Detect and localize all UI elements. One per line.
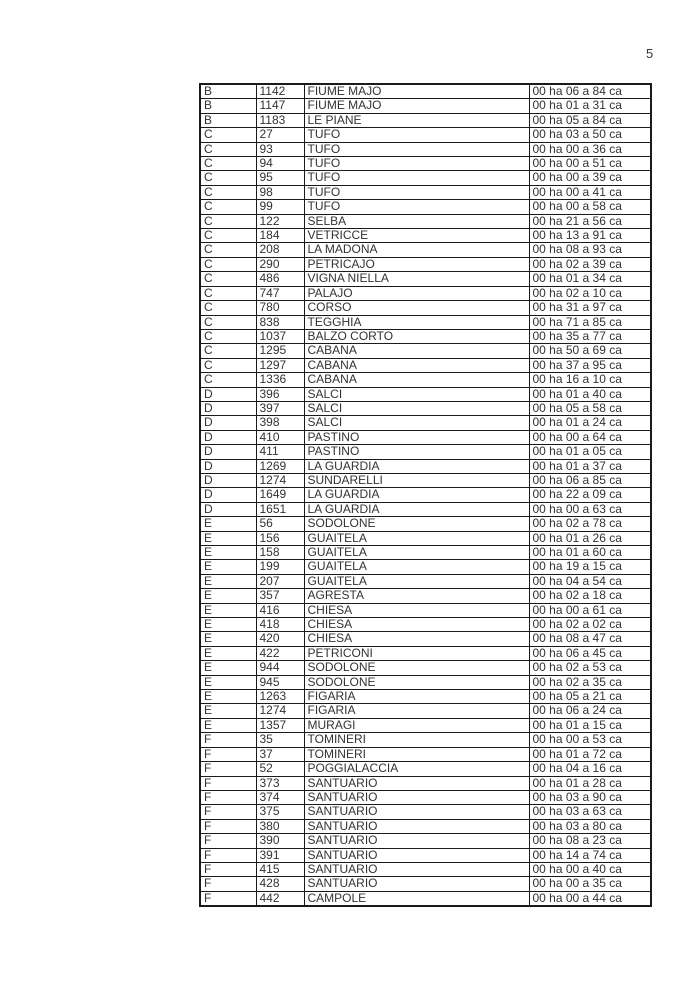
sheet-cell: D	[200, 387, 256, 401]
table-row	[200, 473, 651, 487]
table-row	[200, 704, 651, 718]
area-cell: 00 ha 01 a 26 ca	[529, 531, 651, 545]
sheet-cell: F	[200, 790, 256, 804]
parcel-number-cell: 1297	[256, 358, 304, 372]
sheet-cell: F	[200, 747, 256, 761]
table-row	[200, 430, 651, 444]
locality-cell: LA GUARDIA	[304, 502, 529, 516]
area-cell: 00 ha 02 a 39 ca	[529, 257, 651, 271]
locality-cell: TUFO	[304, 200, 529, 214]
sheet-cell: F	[200, 805, 256, 819]
parcel-number-cell: 98	[256, 185, 304, 199]
table-row	[200, 733, 651, 747]
sheet-cell: B	[200, 113, 256, 127]
locality-cell: TUFO	[304, 157, 529, 171]
table-row	[200, 560, 651, 574]
locality-cell: FIGARIA	[304, 690, 529, 704]
sheet-cell: C	[200, 157, 256, 171]
locality-cell: PETRICONI	[304, 646, 529, 660]
table-row	[200, 229, 651, 243]
parcel-number-cell: 397	[256, 401, 304, 415]
sheet-cell: C	[200, 200, 256, 214]
locality-cell: PASTINO	[304, 445, 529, 459]
table-row	[200, 891, 651, 906]
area-cell: 00 ha 00 a 63 ca	[529, 502, 651, 516]
area-cell: 00 ha 06 a 24 ca	[529, 704, 651, 718]
area-cell: 00 ha 05 a 21 ca	[529, 690, 651, 704]
area-cell: 00 ha 01 a 72 ca	[529, 747, 651, 761]
sheet-cell: E	[200, 661, 256, 675]
sheet-cell: F	[200, 848, 256, 862]
parcel-number-cell: 410	[256, 430, 304, 444]
parcel-number-cell: 158	[256, 546, 304, 560]
parcel-number-cell: 1295	[256, 344, 304, 358]
parcel-number-cell: 199	[256, 560, 304, 574]
table-row	[200, 834, 651, 848]
locality-cell: SANTUARIO	[304, 862, 529, 876]
table-row	[200, 603, 651, 617]
sheet-cell: D	[200, 416, 256, 430]
locality-cell: TEGGHIA	[304, 315, 529, 329]
locality-cell: FIUME MAJO	[304, 99, 529, 113]
area-cell: 00 ha 02 a 35 ca	[529, 675, 651, 689]
parcel-number-cell: 1147	[256, 99, 304, 113]
area-cell: 00 ha 01 a 40 ca	[529, 387, 651, 401]
area-cell: 00 ha 01 a 34 ca	[529, 272, 651, 286]
locality-cell: GUAITELA	[304, 531, 529, 545]
table-row	[200, 661, 651, 675]
locality-cell: CORSO	[304, 301, 529, 315]
locality-cell: SANTUARIO	[304, 805, 529, 819]
sheet-cell: C	[200, 142, 256, 156]
table-row	[200, 488, 651, 502]
locality-cell: TUFO	[304, 185, 529, 199]
locality-cell: TUFO	[304, 171, 529, 185]
table-row	[200, 574, 651, 588]
area-cell: 00 ha 03 a 90 ca	[529, 790, 651, 804]
area-cell: 00 ha 00 a 35 ca	[529, 877, 651, 891]
parcel-number-cell: 398	[256, 416, 304, 430]
sheet-cell: C	[200, 344, 256, 358]
sheet-cell: C	[200, 315, 256, 329]
locality-cell: LA MADONA	[304, 243, 529, 257]
locality-cell: SALCI	[304, 387, 529, 401]
parcel-number-cell: 207	[256, 574, 304, 588]
area-cell: 00 ha 01 a 31 ca	[529, 99, 651, 113]
sheet-cell: F	[200, 733, 256, 747]
parcel-number-cell: 374	[256, 790, 304, 804]
area-cell: 00 ha 13 a 91 ca	[529, 229, 651, 243]
parcel-number-cell: 99	[256, 200, 304, 214]
sheet-cell: E	[200, 560, 256, 574]
area-cell: 00 ha 05 a 84 ca	[529, 113, 651, 127]
parcel-number-cell: 838	[256, 315, 304, 329]
area-cell: 00 ha 14 a 74 ca	[529, 848, 651, 862]
parcel-number-cell: 428	[256, 877, 304, 891]
table-row	[200, 200, 651, 214]
table-row	[200, 531, 651, 545]
table-row	[200, 632, 651, 646]
parcel-number-cell: 486	[256, 272, 304, 286]
table-row	[200, 762, 651, 776]
area-cell: 00 ha 02 a 10 ca	[529, 286, 651, 300]
parcel-number-cell: 1651	[256, 502, 304, 516]
parcel-number-cell: 1649	[256, 488, 304, 502]
area-cell: 00 ha 02 a 53 ca	[529, 661, 651, 675]
table-row	[200, 589, 651, 603]
area-cell: 00 ha 01 a 05 ca	[529, 445, 651, 459]
sheet-cell: B	[200, 84, 256, 99]
locality-cell: CHIESA	[304, 603, 529, 617]
locality-cell: POGGIALACCIA	[304, 762, 529, 776]
table-row	[200, 243, 651, 257]
area-cell: 00 ha 06 a 84 ca	[529, 84, 651, 99]
parcel-number-cell: 1142	[256, 84, 304, 99]
area-cell: 00 ha 08 a 23 ca	[529, 834, 651, 848]
table-row	[200, 344, 651, 358]
parcel-number-cell: 56	[256, 517, 304, 531]
locality-cell: TOMINERI	[304, 733, 529, 747]
parcel-number-cell: 780	[256, 301, 304, 315]
locality-cell: TUFO	[304, 142, 529, 156]
locality-cell: SALCI	[304, 401, 529, 415]
parcel-number-cell: 390	[256, 834, 304, 848]
area-cell: 00 ha 00 a 64 ca	[529, 430, 651, 444]
table-row	[200, 142, 651, 156]
sheet-cell: C	[200, 229, 256, 243]
locality-cell: SALCI	[304, 416, 529, 430]
locality-cell: SODOLONE	[304, 661, 529, 675]
parcel-number-cell: 747	[256, 286, 304, 300]
table-row	[200, 286, 651, 300]
sheet-cell: C	[200, 329, 256, 343]
parcel-number-cell: 380	[256, 819, 304, 833]
area-cell: 00 ha 21 a 56 ca	[529, 214, 651, 228]
area-cell: 00 ha 08 a 47 ca	[529, 632, 651, 646]
parcel-table-body	[200, 84, 651, 906]
locality-cell: GUAITELA	[304, 546, 529, 560]
sheet-cell: F	[200, 834, 256, 848]
sheet-cell: E	[200, 718, 256, 732]
parcel-number-cell: 52	[256, 762, 304, 776]
table-row	[200, 84, 651, 99]
table-row	[200, 848, 651, 862]
area-cell: 00 ha 00 a 51 ca	[529, 157, 651, 171]
area-cell: 00 ha 03 a 80 ca	[529, 819, 651, 833]
sheet-cell: C	[200, 272, 256, 286]
sheet-cell: F	[200, 891, 256, 906]
area-cell: 00 ha 00 a 39 ca	[529, 171, 651, 185]
parcel-number-cell: 411	[256, 445, 304, 459]
table-row	[200, 257, 651, 271]
parcel-number-cell: 1263	[256, 690, 304, 704]
locality-cell: GUAITELA	[304, 574, 529, 588]
table-row	[200, 646, 651, 660]
sheet-cell: F	[200, 862, 256, 876]
area-cell: 00 ha 19 a 15 ca	[529, 560, 651, 574]
sheet-cell: D	[200, 401, 256, 415]
sheet-cell: F	[200, 819, 256, 833]
area-cell: 00 ha 00 a 36 ca	[529, 142, 651, 156]
parcel-number-cell: 290	[256, 257, 304, 271]
parcel-number-cell: 944	[256, 661, 304, 675]
parcel-number-cell: 945	[256, 675, 304, 689]
parcel-number-cell: 391	[256, 848, 304, 862]
area-cell: 00 ha 02 a 18 ca	[529, 589, 651, 603]
parcel-number-cell: 1336	[256, 373, 304, 387]
locality-cell: TOMINERI	[304, 747, 529, 761]
table-row	[200, 445, 651, 459]
table-row	[200, 157, 651, 171]
locality-cell: LE PIANE	[304, 113, 529, 127]
locality-cell: TUFO	[304, 128, 529, 142]
area-cell: 00 ha 35 a 77 ca	[529, 329, 651, 343]
parcel-number-cell: 422	[256, 646, 304, 660]
locality-cell: VIGNA NIELLA	[304, 272, 529, 286]
table-row	[200, 214, 651, 228]
table-row	[200, 272, 651, 286]
sheet-cell: E	[200, 574, 256, 588]
area-cell: 00 ha 01 a 37 ca	[529, 459, 651, 473]
parcel-number-cell: 1357	[256, 718, 304, 732]
locality-cell: FIUME MAJO	[304, 84, 529, 99]
parcel-number-cell: 442	[256, 891, 304, 906]
parcel-number-cell: 93	[256, 142, 304, 156]
area-cell: 00 ha 01 a 15 ca	[529, 718, 651, 732]
sheet-cell: D	[200, 502, 256, 516]
locality-cell: SODOLONE	[304, 517, 529, 531]
area-cell: 00 ha 02 a 78 ca	[529, 517, 651, 531]
sheet-cell: E	[200, 618, 256, 632]
area-cell: 00 ha 01 a 60 ca	[529, 546, 651, 560]
area-cell: 00 ha 01 a 24 ca	[529, 416, 651, 430]
parcel-number-cell: 122	[256, 214, 304, 228]
sheet-cell: F	[200, 762, 256, 776]
parcel-number-cell: 156	[256, 531, 304, 545]
table-row	[200, 546, 651, 560]
parcel-number-cell: 27	[256, 128, 304, 142]
sheet-cell: C	[200, 243, 256, 257]
locality-cell: PETRICAJO	[304, 257, 529, 271]
locality-cell: SODOLONE	[304, 675, 529, 689]
area-cell: 00 ha 08 a 93 ca	[529, 243, 651, 257]
locality-cell: CABANA	[304, 344, 529, 358]
table-row	[200, 358, 651, 372]
sheet-cell: C	[200, 286, 256, 300]
parcel-number-cell: 418	[256, 618, 304, 632]
locality-cell: AGRESTA	[304, 589, 529, 603]
area-cell: 00 ha 05 a 58 ca	[529, 401, 651, 415]
area-cell: 00 ha 00 a 41 ca	[529, 185, 651, 199]
locality-cell: GUAITELA	[304, 560, 529, 574]
locality-cell: LA GUARDIA	[304, 488, 529, 502]
parcel-number-cell: 357	[256, 589, 304, 603]
locality-cell: CABANA	[304, 358, 529, 372]
locality-cell: CHIESA	[304, 618, 529, 632]
area-cell: 00 ha 06 a 85 ca	[529, 473, 651, 487]
locality-cell: CAMPOLE	[304, 891, 529, 906]
parcel-number-cell: 396	[256, 387, 304, 401]
table-row	[200, 315, 651, 329]
area-cell: 00 ha 01 a 28 ca	[529, 776, 651, 790]
sheet-cell: E	[200, 690, 256, 704]
locality-cell: CHIESA	[304, 632, 529, 646]
table-row	[200, 128, 651, 142]
sheet-cell: E	[200, 675, 256, 689]
sheet-cell: E	[200, 646, 256, 660]
area-cell: 00 ha 06 a 45 ca	[529, 646, 651, 660]
parcel-number-cell: 373	[256, 776, 304, 790]
area-cell: 00 ha 02 a 02 ca	[529, 618, 651, 632]
table-row	[200, 776, 651, 790]
area-cell: 00 ha 31 a 97 ca	[529, 301, 651, 315]
locality-cell: SANTUARIO	[304, 819, 529, 833]
table-row	[200, 373, 651, 387]
table-row	[200, 416, 651, 430]
table-row	[200, 790, 651, 804]
sheet-cell: D	[200, 473, 256, 487]
table-row	[200, 459, 651, 473]
table-row	[200, 862, 651, 876]
parcel-number-cell: 208	[256, 243, 304, 257]
parcel-number-cell: 37	[256, 747, 304, 761]
table-row	[200, 99, 651, 113]
table-row	[200, 185, 651, 199]
table-row	[200, 301, 651, 315]
area-cell: 00 ha 00 a 44 ca	[529, 891, 651, 906]
parcel-number-cell: 375	[256, 805, 304, 819]
sheet-cell: C	[200, 257, 256, 271]
parcel-number-cell: 1269	[256, 459, 304, 473]
sheet-cell: E	[200, 632, 256, 646]
sheet-cell: E	[200, 704, 256, 718]
sheet-cell: E	[200, 603, 256, 617]
table-row	[200, 877, 651, 891]
locality-cell: FIGARIA	[304, 704, 529, 718]
table-row	[200, 690, 651, 704]
table-row	[200, 819, 651, 833]
table-row	[200, 502, 651, 516]
area-cell: 00 ha 04 a 16 ca	[529, 762, 651, 776]
table-row	[200, 401, 651, 415]
sheet-cell: D	[200, 459, 256, 473]
parcel-number-cell: 1274	[256, 704, 304, 718]
area-cell: 00 ha 00 a 53 ca	[529, 733, 651, 747]
parcel-number-cell: 1274	[256, 473, 304, 487]
area-cell: 00 ha 00 a 40 ca	[529, 862, 651, 876]
locality-cell: SANTUARIO	[304, 848, 529, 862]
area-cell: 00 ha 50 a 69 ca	[529, 344, 651, 358]
locality-cell: BALZO CORTO	[304, 329, 529, 343]
locality-cell: SANTUARIO	[304, 790, 529, 804]
locality-cell: PASTINO	[304, 430, 529, 444]
area-cell: 00 ha 16 a 10 ca	[529, 373, 651, 387]
sheet-cell: C	[200, 301, 256, 315]
area-cell: 00 ha 04 a 54 ca	[529, 574, 651, 588]
locality-cell: SELBA	[304, 214, 529, 228]
sheet-cell: B	[200, 99, 256, 113]
locality-cell: MURAGI	[304, 718, 529, 732]
locality-cell: SANTUARIO	[304, 776, 529, 790]
sheet-cell: D	[200, 445, 256, 459]
locality-cell: SANTUARIO	[304, 877, 529, 891]
sheet-cell: C	[200, 171, 256, 185]
table-row	[200, 675, 651, 689]
area-cell: 00 ha 00 a 58 ca	[529, 200, 651, 214]
parcel-number-cell: 184	[256, 229, 304, 243]
locality-cell: SANTUARIO	[304, 834, 529, 848]
table-row	[200, 171, 651, 185]
parcel-number-cell: 1183	[256, 113, 304, 127]
area-cell: 00 ha 71 a 85 ca	[529, 315, 651, 329]
locality-cell: SUNDARELLI	[304, 473, 529, 487]
parcel-number-cell: 420	[256, 632, 304, 646]
sheet-cell: C	[200, 214, 256, 228]
sheet-cell: F	[200, 877, 256, 891]
table-row	[200, 747, 651, 761]
table-row	[200, 805, 651, 819]
table-row	[200, 329, 651, 343]
table-row	[200, 387, 651, 401]
sheet-cell: C	[200, 358, 256, 372]
area-cell: 00 ha 37 a 95 ca	[529, 358, 651, 372]
table-row	[200, 517, 651, 531]
parcel-number-cell: 1037	[256, 329, 304, 343]
locality-cell: CABANA	[304, 373, 529, 387]
parcel-number-cell: 35	[256, 733, 304, 747]
area-cell: 00 ha 00 a 61 ca	[529, 603, 651, 617]
sheet-cell: E	[200, 589, 256, 603]
area-cell: 00 ha 22 a 09 ca	[529, 488, 651, 502]
sheet-cell: E	[200, 531, 256, 545]
locality-cell: PALAJO	[304, 286, 529, 300]
table-row	[200, 618, 651, 632]
parcel-number-cell: 94	[256, 157, 304, 171]
table-row	[200, 718, 651, 732]
sheet-cell: E	[200, 546, 256, 560]
area-cell: 00 ha 03 a 63 ca	[529, 805, 651, 819]
sheet-cell: C	[200, 373, 256, 387]
sheet-cell: E	[200, 517, 256, 531]
sheet-cell: D	[200, 488, 256, 502]
sheet-cell: F	[200, 776, 256, 790]
page-number: 5	[646, 46, 654, 61]
area-cell: 00 ha 03 a 50 ca	[529, 128, 651, 142]
parcel-table	[199, 83, 652, 907]
parcel-number-cell: 416	[256, 603, 304, 617]
parcel-number-cell: 415	[256, 862, 304, 876]
locality-cell: VETRICCE	[304, 229, 529, 243]
locality-cell: LA GUARDIA	[304, 459, 529, 473]
sheet-cell: C	[200, 128, 256, 142]
parcel-number-cell: 95	[256, 171, 304, 185]
table-row	[200, 113, 651, 127]
sheet-cell: C	[200, 185, 256, 199]
sheet-cell: D	[200, 430, 256, 444]
